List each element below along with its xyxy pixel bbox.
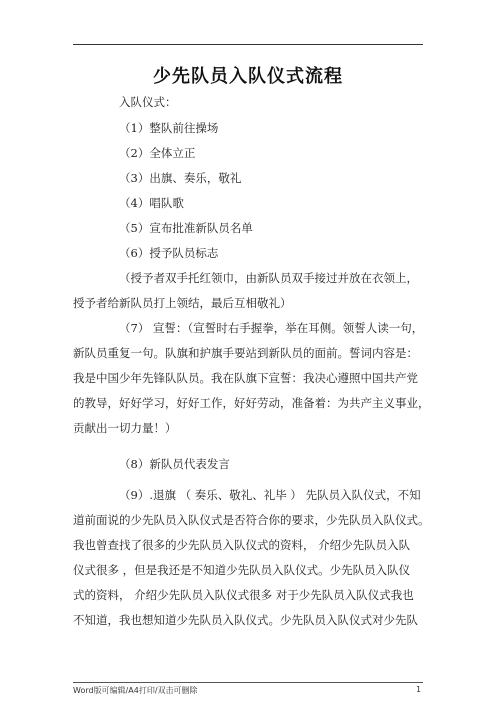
body-line: 不知道，我也想知道少先队员入队仪式。少先队员入队仪式对少先队: [73, 613, 418, 627]
body-line: （2）全体立正: [119, 146, 196, 160]
body-line: 贡献出一切力量！）: [73, 421, 177, 435]
body-line: （3）出旗、奏乐，敬礼: [119, 171, 242, 185]
body-line: 我是中国少年先锋队队员。我在队旗下宣誓：我决心遵照中国共产党: [73, 371, 418, 385]
document-title: 少先队员入队仪式流程: [153, 66, 343, 87]
body-line: （7） 宣誓：（宣誓时右手握拳，举在耳侧。领誓人读一句，: [119, 321, 424, 335]
body-line: 我也曾查找了很多的少先队员入队仪式的资料， 介绍少先队员入队: [73, 538, 411, 552]
body-line: 仪式很多 ，但是我还是不知道少先队员入队仪式。少先队员入队仪: [73, 563, 411, 577]
body-line: （9）.退旗 （ 奏乐、敬礼、礼毕 ） 先队员入队仪式，不知: [119, 488, 421, 502]
body-line: 入队仪式：: [119, 95, 177, 109]
body-line: （1）整队前往操场: [119, 121, 219, 135]
body-line: 新队员重复一句。队旗和护旗手要站到新队员的面前。誓词内容是：: [73, 346, 418, 360]
body-line: 的教导，好好学习，好好工作，好好劳动，准备着：为共产主义事业，: [73, 396, 430, 410]
footer-rule: [73, 682, 423, 683]
body-line: （5）宣布批准新队员名单: [119, 221, 253, 235]
body-line: （4）唱队歌: [119, 196, 184, 210]
header-rule: [73, 44, 423, 45]
body-line: 授予者给新队员打上领结，最后互相敬礼）: [73, 296, 292, 310]
body-line: （8）新队员代表发言: [119, 457, 230, 471]
body-line: 式的资料， 介绍少先队员入队仪式很多 对于少先队员入队仪式我也: [73, 588, 414, 602]
body-line: （授予者双手托红领巾，由新队员双手接过并放在衣领上，: [119, 271, 418, 285]
footer-note: Word版可编辑/A4打印/双击可删除: [73, 686, 198, 695]
body-line: （6）授予队员标志: [119, 246, 219, 260]
body-line: 道前面说的少先队员入队仪式是否符合你的要求，少先队员入队仪式。: [73, 513, 430, 527]
page-number: 1: [416, 685, 422, 694]
